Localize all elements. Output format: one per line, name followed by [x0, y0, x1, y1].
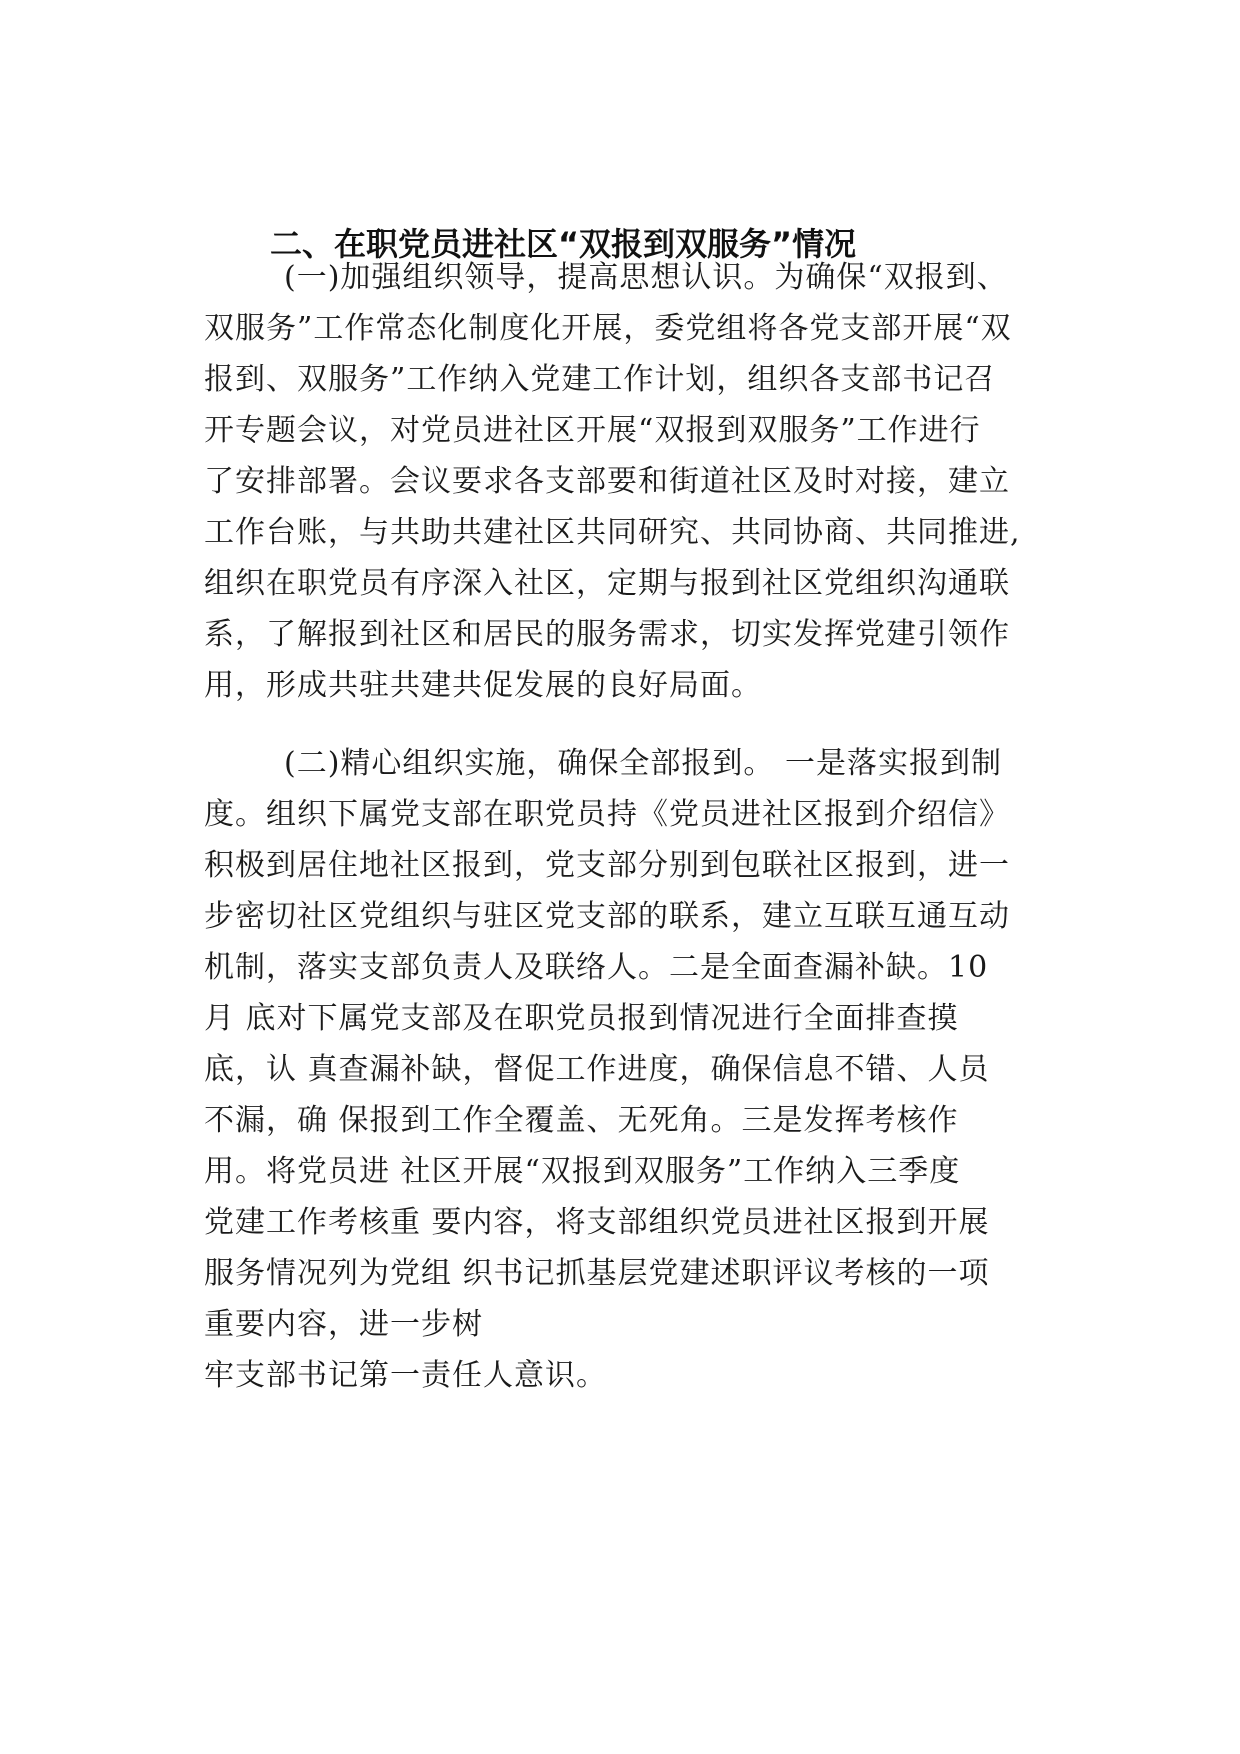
paragraph-line: 双服务”工作常态化制度化开展，委党组将各党支部开展“双: [204, 311, 1012, 346]
paragraph-line: (二)精心组织实施，确保全部报到。 一是落实报到制: [284, 746, 1002, 781]
paragraph-line: 报到、双服务”工作纳入党建工作计划，组织各支部书记召: [204, 362, 996, 397]
paragraph-line: 步密切社区党组织与驻区党支部的联系，建立互联互通互动: [204, 899, 1010, 934]
paragraph-line: 系，了解报到社区和居民的服务需求，切实发挥党建引领作: [204, 617, 1010, 652]
paragraph-line: 机制，落实支部负责人及联络人。二是全面查漏补缺。10: [204, 950, 989, 985]
paragraph-line: 服务情况列为党组 织书记抓基层党建述职评议考核的一项: [204, 1256, 990, 1291]
paragraph-line: 开专题会议，对党员进社区开展“双报到双服务”工作进行: [204, 413, 981, 448]
paragraph-line: (一)加强组织领导，提高思想认识。为确保“双报到、: [284, 260, 1008, 295]
paragraph-line: 党建工作考核重 要内容，将支部组织党员进社区报到开展: [204, 1205, 990, 1240]
paragraph-line: 了安排部署。会议要求各支部要和街道社区及时对接，建立: [204, 464, 1010, 499]
paragraph-organization-leadership: [204, 252, 1064, 711]
paragraph-line: 组织在职党员有序深入社区，定期与报到社区党组织沟通联: [204, 566, 1010, 601]
paragraph-line: 积极到居住地社区报到，党支部分别到包联社区报到，进一: [204, 848, 1010, 883]
paragraph-implementation: [204, 738, 1064, 1401]
section-heading: 二、在职党员进社区“双报到双服务”情况: [270, 225, 857, 263]
paragraph-line: 度。组织下属党支部在职党员持《党员进社区报到介绍信》: [204, 797, 1010, 832]
paragraph-line: 牢支部书记第一责任人意识。: [204, 1358, 607, 1393]
paragraph-line: 月 底对下属党支部及在职党员报到情况进行全面排查摸: [204, 1001, 959, 1036]
paragraph-line: 重要内容，进一步树: [204, 1307, 483, 1342]
paragraph-line: 工作台账，与共助共建社区共同研究、共同协商、共同推进,: [204, 515, 1021, 550]
paragraph-line: 用。将党员进 社区开展“双报到双服务”工作纳入三季度: [204, 1154, 961, 1189]
paragraph-line: 用，形成共驻共建共促发展的良好局面。: [204, 668, 762, 703]
paragraph-line: 不漏，确 保报到工作全覆盖、无死角。三是发挥考核作: [204, 1103, 959, 1138]
paragraph-line: 底，认 真查漏补缺，督促工作进度，确保信息不错、人员: [204, 1052, 990, 1087]
